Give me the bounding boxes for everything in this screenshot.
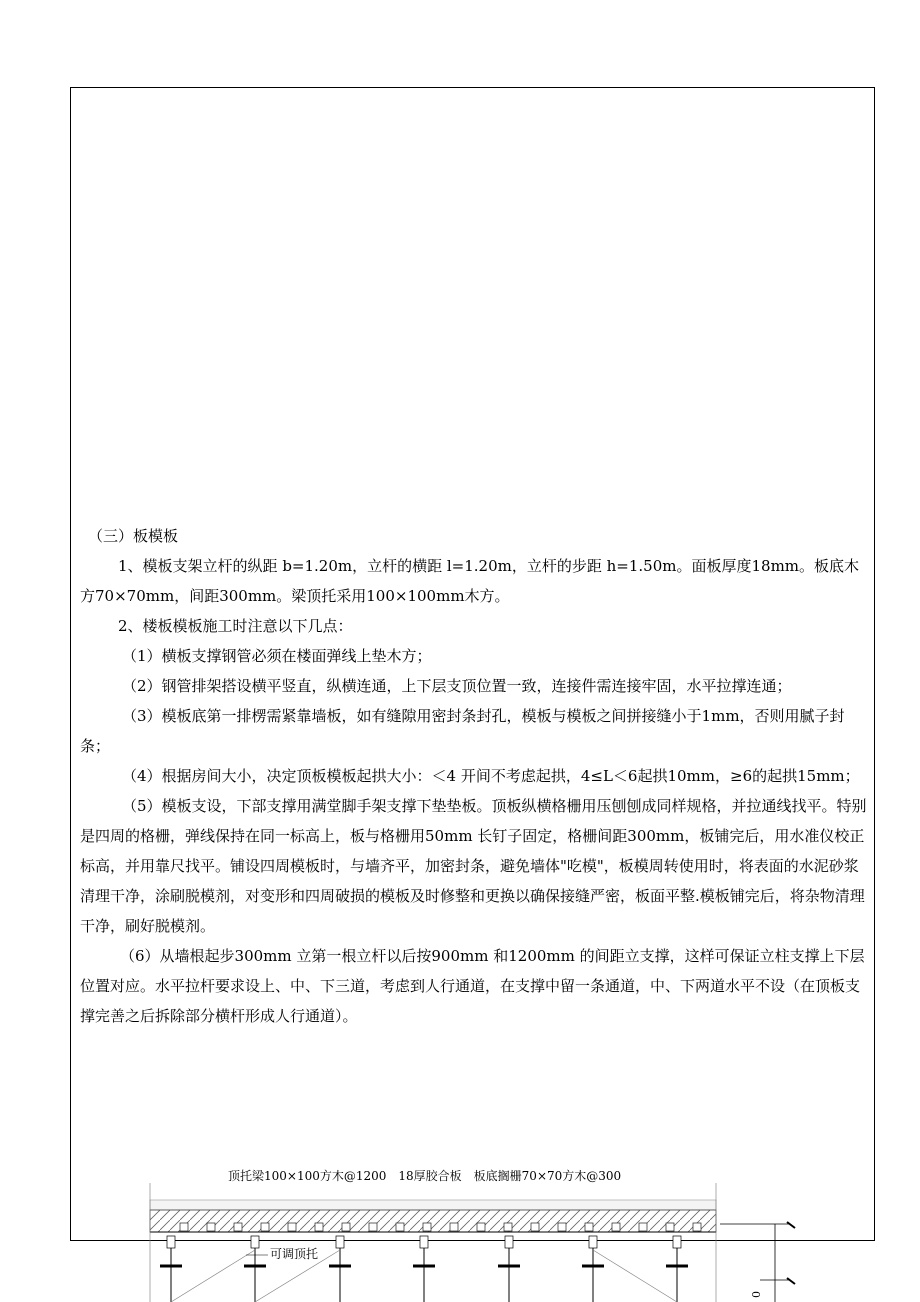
dimension-label: 0	[750, 1291, 763, 1298]
dimension-lines	[720, 1222, 795, 1302]
paragraph-item-5: （5）模板支设，下部支撑用满堂脚手架支撑下垫垫板。顶板纵横格栅用压刨刨成同样规格，并拉通线找平。特别是四周的格栅，弹线保持在同一标高上，板与格栅用50mm 长钉子固定，格栅间距300mm，板铺完后，用水准仪校正标高，并用靠尺找平。铺设四周模板时，与墙齐平，加密封条，避免墙体"吃模"，板模周转使用时，将表面的水泥砂浆清理干净，涂刷脱模剂，对变形和四周破损的模板及时修整和更换以确保接缝严密，板面平整.模板铺完后，将杂物清理干净，刷好脱模剂。	[80, 797, 867, 935]
paragraph-1: 1、模板支架立杆的纵距 b=1.20m，立杆的横距 l=1.20m，立杆的步距 h=1.50m。面板厚度18mm。板底木方70×70mm，间距300mm。梁顶托采用100×100mm木方。	[80, 557, 860, 605]
paragraph-item-4: （4）根据房间大小，决定顶板模板起拱大小：＜4 开间不考虑起拱，4≤L＜6起拱10mm，≥6的起拱15mm；	[122, 767, 860, 785]
paragraph-item-3: （3）模板底第一排楞需紧靠墙板，如有缝隙用密封条封孔，模板与模板之间拼接缝小于1mm，否则用腻子封条；	[80, 707, 845, 755]
support-posts	[160, 1236, 688, 1302]
paragraph-2: 2、楼板模板施工时注意以下几点：	[118, 617, 353, 635]
section-heading: （三）板模板	[88, 527, 179, 545]
paragraph-item-2: （2）钢管排架搭设横平竖直，纵横连通，上下层支顶位置一致，连接件需连接牢固，水平拉撑连通；	[122, 677, 792, 695]
section-body	[80, 521, 870, 1031]
paragraph-item-6: （6）从墙根起步300mm 立第一根立杆以后按900mm 和1200mm 的间距立支撑，这样可保证立柱支撑上下层位置对应。水平拉杆要求设上、中、下三道，考虑到人行通道，在支撑中留一条通道，中、下两道水平不设（在顶板支撑完善之后拆除部分横杆形成人行通道）。	[80, 947, 865, 1025]
label-adjustable-top: 可调顶托	[270, 1247, 319, 1261]
paragraph-item-1: （1）横板支撑钢管必须在楼面弹线上垫木方；	[122, 647, 432, 665]
formwork-section-drawing	[0, 1150, 920, 1302]
drawing-caption-top: 顶托梁100×100方木@1200 18厚胶合板 板底搁栅70×70方木@300	[228, 1169, 622, 1183]
slab-band	[150, 1200, 716, 1210]
